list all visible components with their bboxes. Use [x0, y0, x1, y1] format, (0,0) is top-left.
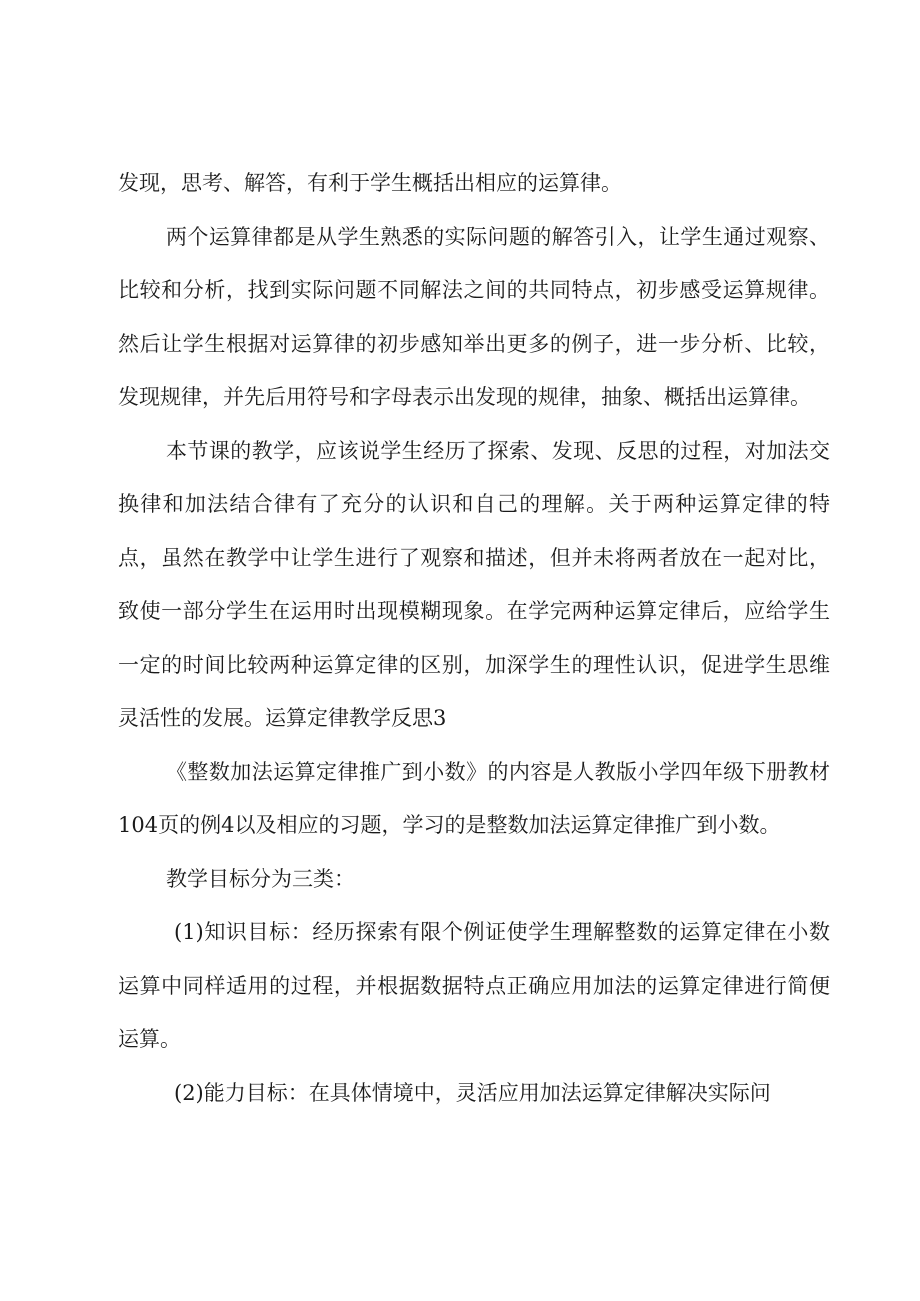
document-page	[118, 157, 830, 1120]
paragraph-knowledge-goal: (1)知识目标：经历探索有限个例证使学生理解整数的运算定律在小数运算中同样适用的过程，并根据数据特点正确应用加法的运算定律进行简便运算。	[118, 920, 830, 1051]
paragraph-ability-goal: (2)能力目标：在具体情境中，灵活应用加法运算定律解决实际问	[174, 1080, 771, 1105]
paragraph-lesson-reflection: 本节课的教学，应该说学生经历了探索、发现、反思的过程，对加法交换律和加法结合律有了充分的认识和自己的理解。关于两种运算定律的特点，虽然在教学中让学生进行了观察和描述，但并未将两者放在一起对比，致使一部分学生在运用时出现模糊现象。在学完两种运算定律后，应给学生一定的时间比较两种运算定律的区别，加深学生的理性认识，促进学生思维灵活性的发展。运算定律教学反思3	[118, 438, 830, 730]
paragraph-goals-intro: 教学目标分为三类：	[166, 866, 355, 891]
paragraph-continuation: 发现，思考、解答，有利于学生概括出相应的运算律。	[118, 171, 622, 195]
paragraph-decimal-extension: 《整数加法运算定律推广到小数》的内容是人教版小学四年级下册教材104页的例4以及相应的习题，学习的是整数加法运算定律推广到小数。	[118, 759, 830, 837]
paragraph-operation-laws: 两个运算律都是从学生熟悉的实际问题的解答引入，让学生通过观察、比较和分析，找到实际问题不同解法之间的共同特点，初步感受运算规律。然后让学生根据对运算律的初步感知举出更多的例子，进一步分析、比较，发现规律，并先后用符号和字母表示出发现的规律，抽象、概括出运算律。	[118, 224, 830, 409]
